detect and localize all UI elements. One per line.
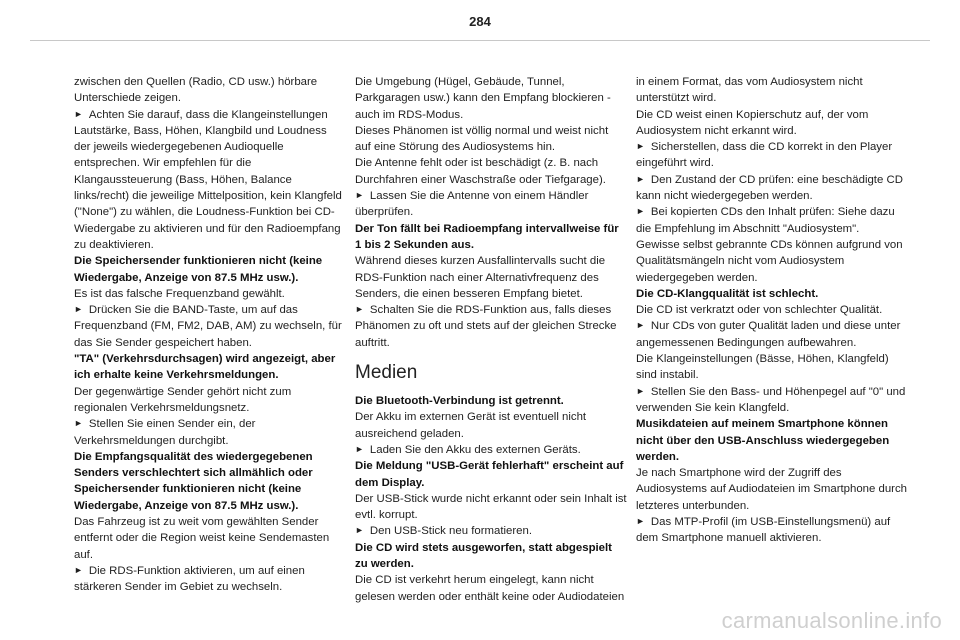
bullet-instruction: ► Schalten Sie die RDS-Funktion aus, falls dieses Phänomen zu oft und stets auf der gleichen Strecke auftritt. — [355, 302, 627, 351]
problem-heading: Die CD-Klangqualität ist schlecht. — [636, 287, 819, 300]
body-paragraph: Die Antenne fehlt oder ist beschädigt (z. B. nach Durchfahren einer Waschstraße oder Tiefgarage). — [355, 157, 606, 186]
body-paragraph: Die CD ist verkehrt herum eingelegt, kann nicht gelesen werden oder enthält keine oder Audiodateien — [355, 574, 625, 603]
bullet-instruction: ► Nur CDs von guter Qualität laden und diese unter angemessenen Bedingungen aufbewahren. — [636, 318, 908, 351]
text-column-right — [636, 74, 908, 547]
body-paragraph: Der Akku im externen Gerät ist eventuell nicht ausreichend geladen. — [355, 411, 587, 440]
watermark: carmanualsonline.info — [721, 608, 942, 633]
bullet-instruction: ► Den Zustand der CD prüfen: eine beschädigte CD kann nicht wiedergegeben werden. — [636, 172, 908, 205]
body-paragraph: Die Klangeinstellungen (Bässe, Höhen, Klangfeld) sind instabil. — [636, 353, 889, 382]
body-paragraph: Der USB-Stick wurde nicht erkannt oder sein Inhalt ist evtl. korrupt. — [355, 492, 627, 522]
bullet-instruction: ► Achten Sie darauf, dass die Klangeinstellungen Lautstärke, Bass, Höhen, Klangbild und Loudness der jeweils wiedergegebenen Audioquelle entsprechen. Wir empfehlen für die Klangaussteuerung (Bass, Höhen, Balance links/recht) die jeweilige Mittelposition, kein Klangfeld ("None") zu wählen, die Loudness-Funktion bei CD-Wiedergabe zu aktivieren und für den Radioempfang zu deaktivieren. — [74, 107, 346, 254]
text-column-left — [74, 74, 346, 596]
body-paragraph: Die Umgebung (Hügel, Gebäude, Tunnel, Parkgaragen usw.) kann den Empfang blockieren - auch im RDS-Modus. — [355, 76, 611, 121]
problem-heading: Die Speichersender funktionieren nicht (keine Wiedergabe, Anzeige von 87.5 MHz usw.). — [74, 255, 323, 284]
page-number: 284 — [469, 14, 491, 29]
body-paragraph: Der gegenwärtige Sender gehört nicht zum regionalen Verkehrsmeldungsnetz. — [74, 385, 292, 414]
bullet-instruction: ► Laden Sie den Akku des externen Geräts. — [355, 442, 627, 458]
section-heading: Medien — [355, 362, 418, 384]
problem-heading: Die Empfangsqualität des wiedergegebenen Senders verschlechtert sich allmählich oder Speichersender funktionieren nicht (keine Wiedergabe, Anzeige von 87.5 MHz usw.). — [74, 450, 313, 512]
body-paragraph: Die CD ist verkratzt oder von schlechter Qualität. — [636, 304, 883, 317]
body-paragraph: Gewisse selbst gebrannte CDs können aufgrund von Qualitätsmängeln nicht vom Audiosystem wiedergegeben werden. — [636, 238, 903, 284]
body-paragraph: zwischen den Quellen (Radio, CD usw.) hörbare Unterschiede zeigen. — [74, 76, 318, 105]
bullet-instruction: ► Sicherstellen, dass die CD korrekt in den Player eingeführt wird. — [636, 139, 908, 172]
body-paragraph: Es ist das falsche Frequenzband gewählt. — [74, 287, 285, 300]
problem-heading: Die Bluetooth-Verbindung ist getrennt. — [355, 395, 564, 408]
bullet-instruction: ► Den USB-Stick neu formatieren. — [355, 523, 627, 539]
body-paragraph: Dieses Phänomen ist völlig normal und weist nicht auf eine Störung des Audiosystems hin. — [355, 124, 609, 154]
bullet-instruction: ► Stellen Sie den Bass- und Höhenpegel auf "0" und verwenden Sie kein Klangfeld. — [636, 384, 908, 417]
problem-heading: Musikdateien auf meinem Smartphone können nicht über den USB-Anschluss wiedergegeben werden. — [636, 418, 890, 463]
bullet-instruction: ► Lassen Sie die Antenne von einem Händler überprüfen. — [355, 188, 627, 221]
problem-heading: Der Ton fällt bei Radioempfang intervallweise für 1 bis 2 Sekunden aus. — [355, 222, 619, 251]
body-paragraph: Das Fahrzeug ist zu weit vom gewählten Sender entfernt oder die Region weist keine Sendemasten auf. — [74, 516, 330, 561]
bullet-instruction: ► Bei kopierten CDs den Inhalt prüfen: Siehe dazu die Empfehlung im Abschnitt "Audiosystem". — [636, 204, 908, 237]
bullet-instruction: ► Das MTP-Profil (im USB-Einstellungsmenü) auf dem Smartphone manuell aktivieren. — [636, 514, 908, 547]
body-paragraph: Die CD weist einen Kopierschutz auf, der vom Audiosystem nicht erkannt wird. — [636, 108, 869, 137]
problem-heading: "TA" (Verkehrsdurchsagen) wird angezeigt, aber ich erhalte keine Verkehrsmeldungen. — [74, 353, 336, 382]
bullet-instruction: ► Drücken Sie die BAND-Taste, um auf das Frequenzband (FM, FM2, DAB, AM) zu wechseln, für das Sie Sender gespeichert haben. — [74, 302, 346, 351]
body-paragraph: Je nach Smartphone wird der Zugriff des Audiosystems auf Audiodateien im Smartphone durch letzteres unterbunden. — [636, 467, 907, 512]
text-column-middle — [355, 74, 627, 605]
header-divider — [30, 40, 930, 41]
body-paragraph: in einem Format, das vom Audiosystem nicht unterstützt wird. — [636, 76, 863, 105]
body-paragraph: Während dieses kurzen Ausfallintervalls sucht die RDS-Funktion nach einer Alternativfrequenz des Senders, die einen besseren Empfang bietet. — [355, 255, 606, 300]
bullet-instruction: ► Die RDS-Funktion aktivieren, um auf einen stärkeren Sender im Gebiet zu wechseln. — [74, 563, 346, 596]
problem-heading: Die Meldung "USB-Gerät fehlerhaft" erscheint auf dem Display. — [355, 460, 624, 489]
problem-heading: Die CD wird stets ausgeworfen, statt abgespielt zu werden. — [355, 541, 612, 571]
bullet-instruction: ► Stellen Sie einen Sender ein, der Verkehrsmeldungen durchgibt. — [74, 416, 346, 449]
